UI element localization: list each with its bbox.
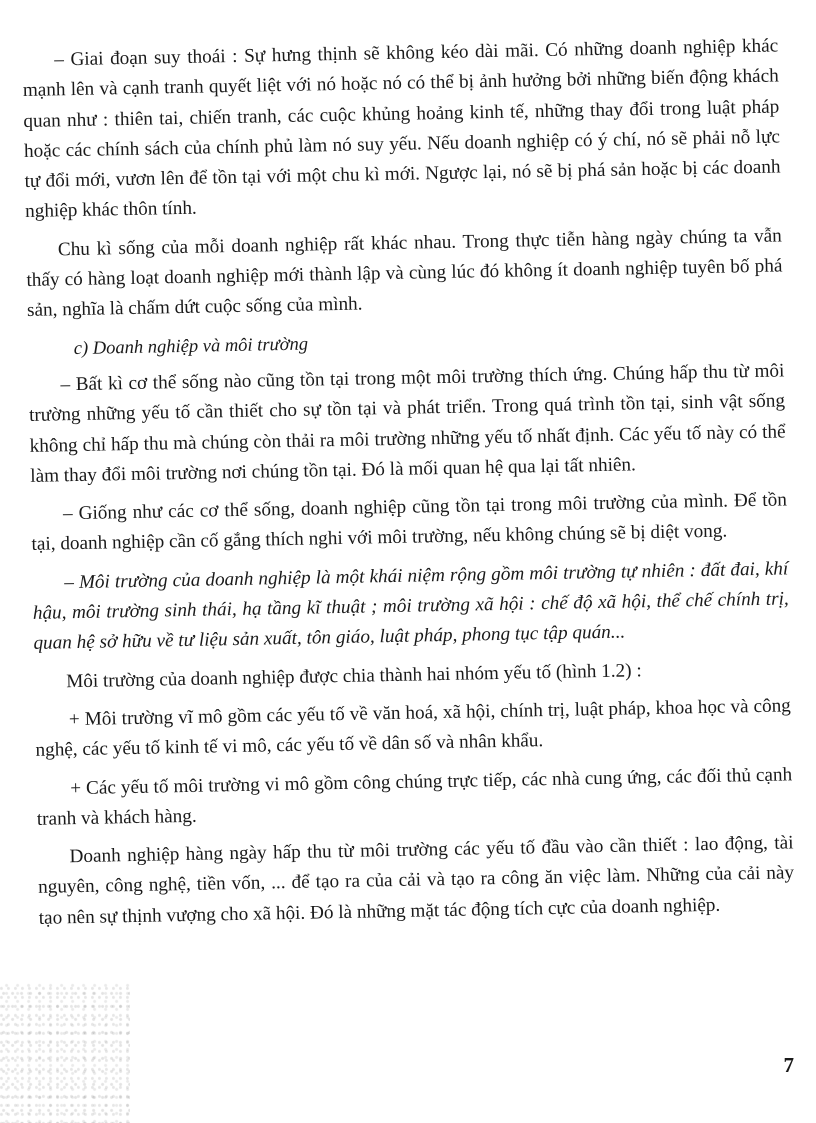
paragraph-two-groups: Môi trường của doanh nghiệp được chia thành hai nhóm yếu tố (hình 1.2) : <box>66 659 642 692</box>
paragraph-living-organism: – Bất kì cơ thể sống nào cũng tồn tại trong một môi trường thích ứng. Chúng hấp thu từ môi trường những yếu tố cần thiết cho sự tồn tại và phát triển. Trong quá trình tồn tại, sinh vật sống không chỉ hấp thu mà chúng còn thải ra môi trường những yếu tố nhất định. Các yếu tố này có thể làm thay đổi môi trường nơi chúng tồn tại. Đó là mối quan hệ qua lại tất nhiên. <box>28 360 786 487</box>
paragraph-micro-environment: + Các yếu tố môi trường vi mô gồm công chúng trực tiếp, các nhà cung ứng, các đối thủ cạnh tranh và khách hàng. <box>36 763 793 830</box>
scan-noise-decoration <box>0 983 130 1123</box>
section-heading-enterprise-environment: c) Doanh nghiệp và môi trường <box>73 334 309 359</box>
paragraph-macro-environment: + Môi trường vĩ mô gồm các yếu tố về văn hoá, xã hội, chính trị, luật pháp, khoa học và công nghệ, các yếu tố kinh tế vi mô, các yếu tố về dân số và nhân khẩu. <box>35 695 792 762</box>
paragraph-inputs: Doanh nghiệp hàng ngày hấp thu từ môi trường các yếu tố đầu vào cần thiết : lao động, tài nguyên, công nghệ, tiền vốn, ... để tạo ra của cải và tạo ra công ăn việc làm. Những của cải này tạo nên sự thịnh vượng cho xã hội. Đó là những mặt tác động tích cực của doanh nghiệp. <box>37 832 795 929</box>
paragraph-decline-stage: – Giai đoạn suy thoái : Sự hưng thịnh sẽ không kéo dài mãi. Có những doanh nghiệp khác mạnh lên và cạnh tranh quyết liệt với nó hoặc nó có thể bị ảnh hưởng bởi những biến động khách quan như : thiên tai, chiến tranh, các cuộc khủng hoảng kinh tế, những thay đổi trong luật pháp hoặc các chính sách của chính phủ làm nó suy yếu. Nếu doanh nghiệp có ý chí, nó sẽ phải nỗ lực tự đổi mới, vươn lên để tồn tại với một chu kì mới. Ngược lại, nó sẽ bị phá sản hoặc bị các doanh nghiệp khác thôn tính. <box>22 35 781 223</box>
paragraph-environment-definition: – Môi trường của doanh nghiệp là một khái niệm rộng gồm môi trường tự nhiên : đất đai, khí hậu, môi trường sinh thái, hạ tầng kĩ thuật ; môi trường xã hội : chế độ xã hội, thể chế chính trị, quan hệ sở hữu về tư liệu sản xuất, tôn giáo, luật pháp, phong tục tập quán... <box>32 558 789 655</box>
paragraph-adaptation: – Giống như các cơ thể sống, doanh nghiệp cũng tồn tại trong môi trường của mình. Để tồn tại, doanh nghiệp cần cố gắng thích nghi với môi trường, nếu không chúng sẽ bị diệt vong. <box>31 489 788 556</box>
body-text <box>22 31 795 941</box>
page-number: 7 <box>783 1053 794 1077</box>
paragraph-life-cycle: Chu kì sống của mỗi doanh nghiệp rất khác nhau. Trong thực tiễn hàng ngày chúng ta vẫn thấy có hàng loạt doanh nghiệp mới thành lập và cùng lúc đó không ít doanh nghiệp tuyên bố phá sản, nghĩa là chấm dứt cuộc sống của mình. <box>26 225 783 322</box>
